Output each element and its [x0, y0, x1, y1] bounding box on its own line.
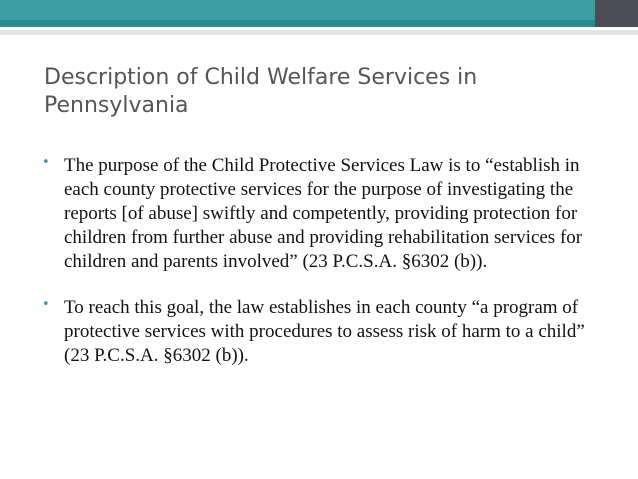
accent-bar-corner: [595, 0, 638, 27]
bullet-item: [42, 154, 612, 274]
top-accent-bar: [0, 0, 638, 27]
header-divider: [0, 30, 638, 35]
bullet-list: [42, 154, 612, 390]
bullet-item: [42, 296, 612, 368]
bullet-marker: •: [42, 155, 50, 170]
bullet-text: To reach this goal, the law establishes in each county “a program of protective services with procedures to assess risk of harm to a child” (23 P.C.S.A. §6302 (b)).: [64, 297, 585, 366]
bullet-text: The purpose of the Child Protective Services Law is to “establish in each county protective services for the purpose of investigating the reports [of abuse] swiftly and competently, providing protection for children from further abuse and providing rehabilitation services for children and parents involved” (23 P.C.S.A. §6302 (b)).: [64, 155, 583, 272]
accent-bar-teal: [0, 0, 595, 27]
slide-title: Description of Child Welfare Services in Pennsylvania: [44, 65, 478, 118]
bullet-marker: •: [42, 297, 50, 312]
